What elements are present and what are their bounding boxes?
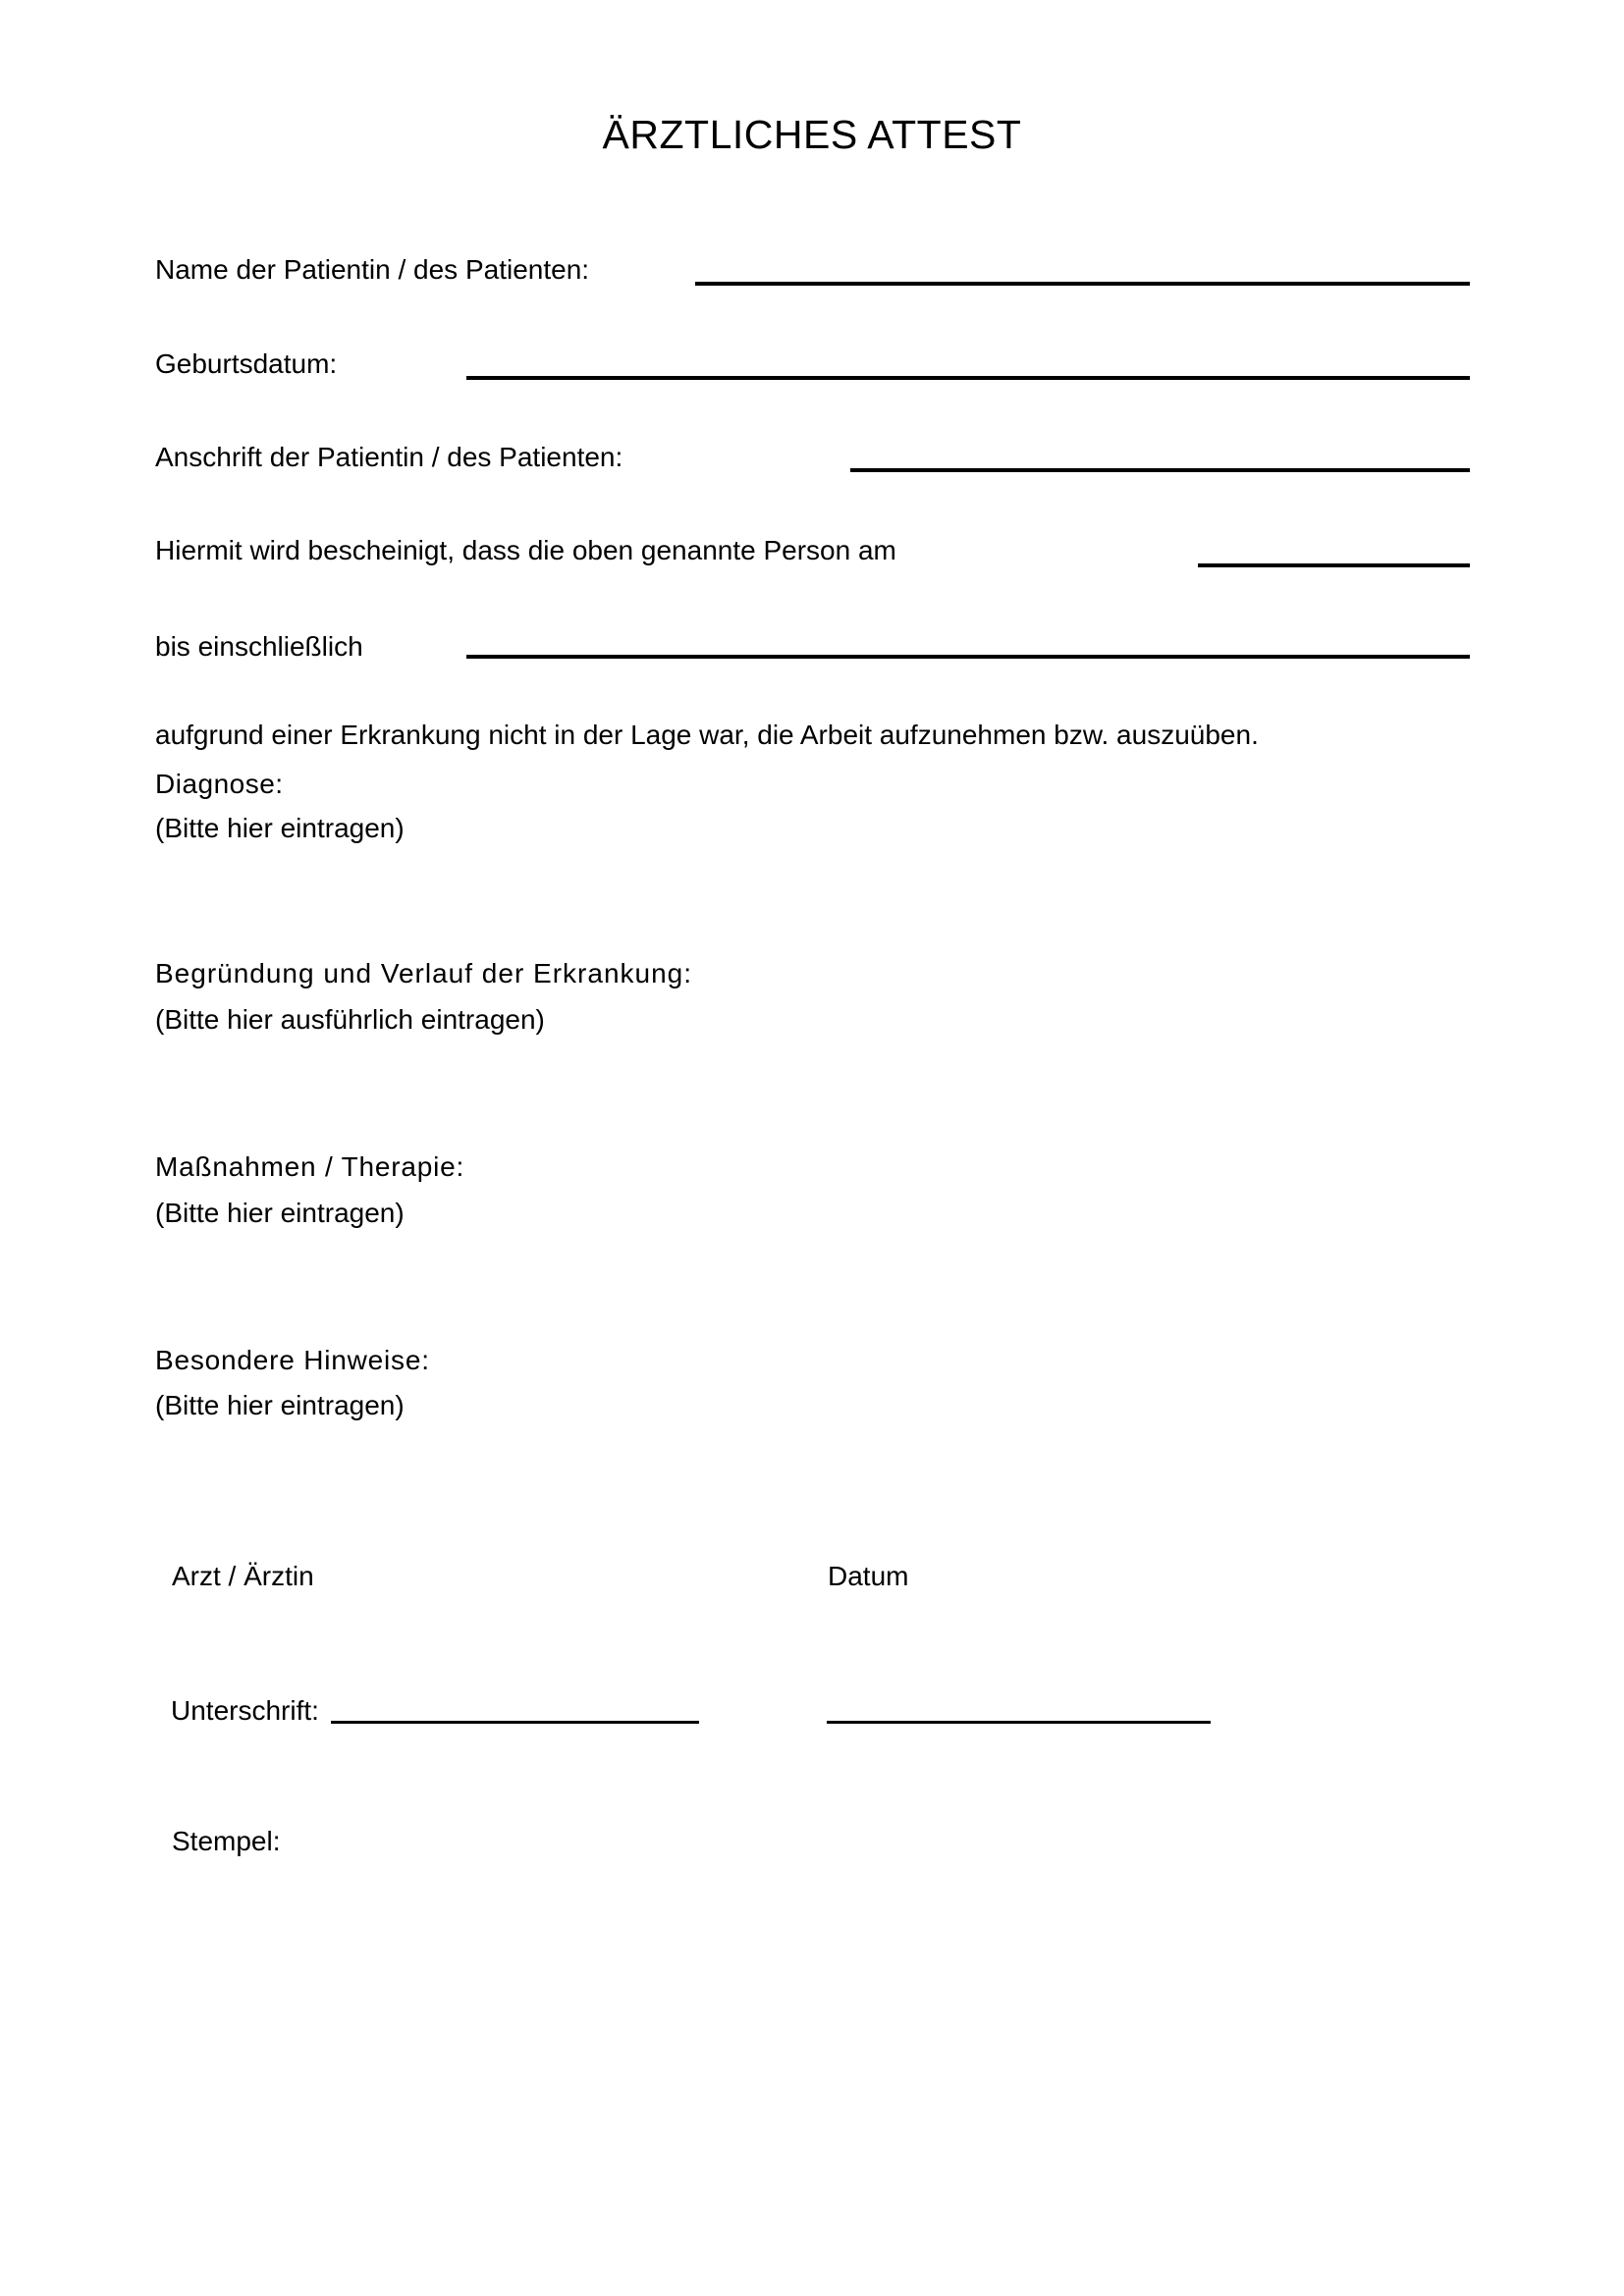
doctor-signature-line[interactable] <box>331 1721 699 1724</box>
doctor-label: Arzt / Ärztin <box>172 1561 314 1591</box>
reason-course-hint: (Bitte hier ausführlich eintragen) <box>155 1004 545 1035</box>
patient-name-label: Name der Patientin / des Patienten: <box>155 254 590 285</box>
until-label: bis einschließlich <box>155 631 363 662</box>
signature-label: Unterschrift: <box>171 1695 319 1726</box>
birthdate-label: Geburtsdatum: <box>155 348 338 379</box>
date-label: Datum <box>828 1561 909 1591</box>
stamp-label: Stempel: <box>172 1826 281 1856</box>
certify-from-date-fill-line[interactable] <box>1198 563 1470 567</box>
diagnosis-hint: (Bitte hier eintragen) <box>155 813 405 843</box>
address-fill-line[interactable] <box>850 468 1470 472</box>
therapy-label: Maßnahmen / Therapie: <box>155 1151 465 1182</box>
page-title: ÄRZTLICHES ATTEST <box>602 112 1022 157</box>
reason-course-label: Begründung und Verlauf der Erkrankung: <box>155 958 693 988</box>
special-notes-label: Besondere Hinweise: <box>155 1345 430 1375</box>
until-date-fill-line[interactable] <box>466 655 1470 659</box>
diagnosis-label: Diagnose: <box>155 769 284 799</box>
date-signature-line[interactable] <box>827 1721 1211 1724</box>
certify-from-label: Hiermit wird bescheinigt, dass die oben genannte Person am <box>155 535 896 565</box>
therapy-hint: (Bitte hier eintragen) <box>155 1198 405 1228</box>
special-notes-hint: (Bitte hier eintragen) <box>155 1390 405 1420</box>
patient-name-fill-line[interactable] <box>695 282 1470 286</box>
address-label: Anschrift der Patientin / des Patienten: <box>155 442 623 472</box>
birthdate-fill-line[interactable] <box>466 376 1470 380</box>
incapacity-statement: aufgrund einer Erkrankung nicht in der Lage war, die Arbeit aufzunehmen bzw. auszuüben. <box>155 720 1259 750</box>
